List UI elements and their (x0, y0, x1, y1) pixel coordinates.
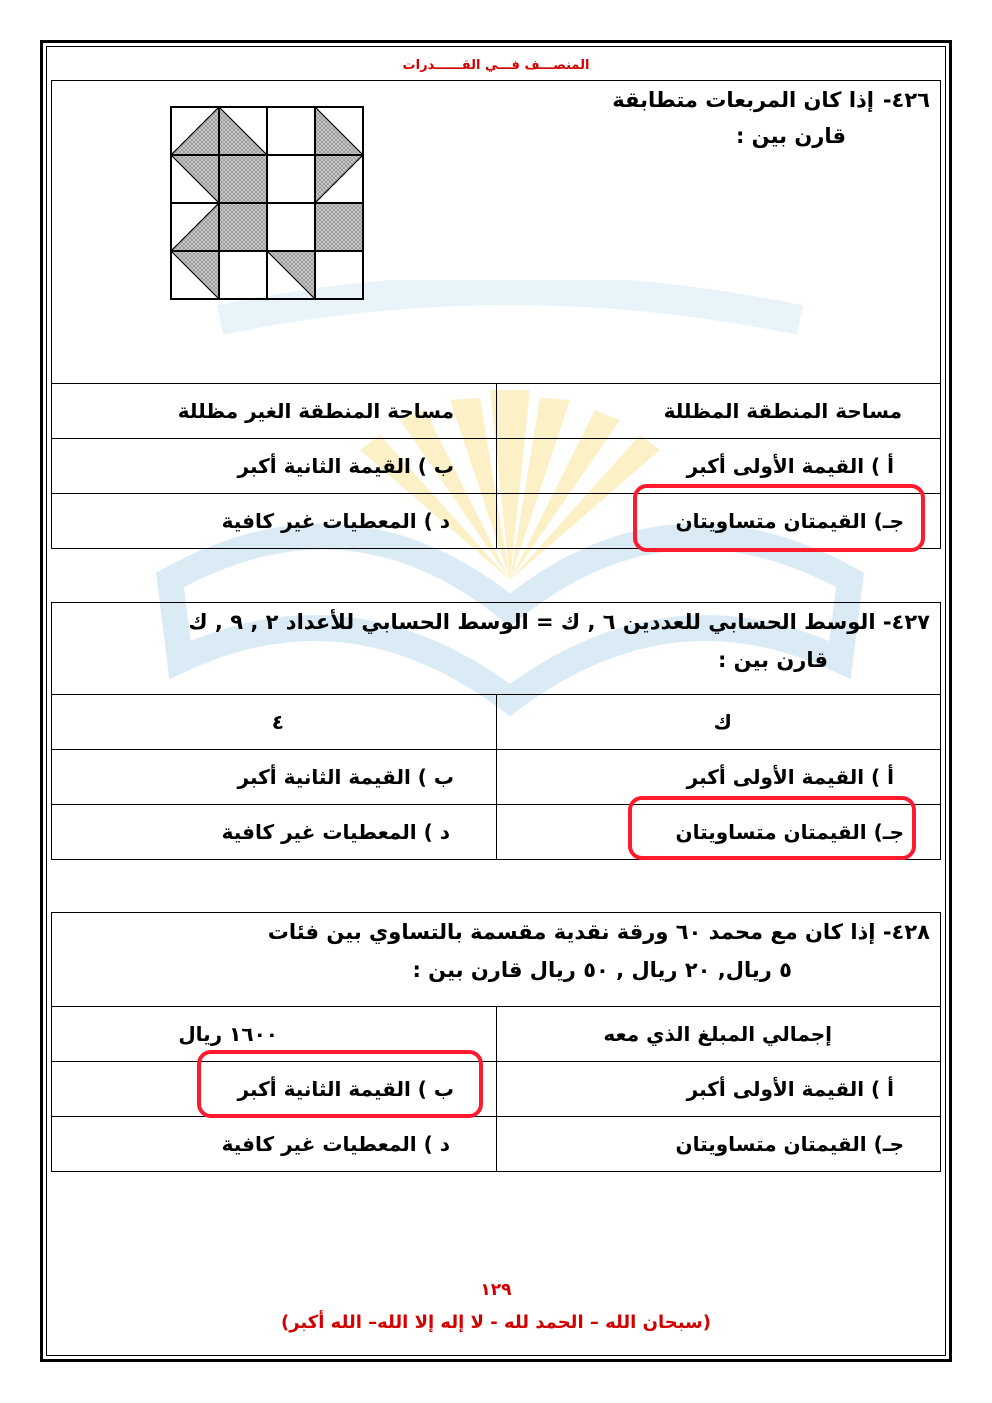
question-428-denominations: ٥ ريال, ٢٠ ريال , ٥٠ ريال قارن بين : (412, 958, 792, 982)
page-number: ١٢٩ (480, 1280, 512, 1300)
q426-header-row (51, 383, 941, 439)
q426-col1: مساحة المنطقة المظللة (663, 399, 902, 423)
squares-grid-figure (170, 106, 364, 300)
answer-circle-428 (197, 1050, 483, 1118)
footer-text: (سبحان الله – الحمد لله - لا إله إلا الله– الله أكبر) (281, 1312, 711, 1333)
q428-header-row (51, 1006, 941, 1062)
q426-col2: مساحة المنطقة الغير مظللة (177, 399, 454, 423)
question-426-text: إذا كان المربعات متطابقة (612, 88, 874, 112)
q428-option-c[interactable]: جـ) القيمتان متساويتان (675, 1132, 904, 1156)
q427-option-b[interactable]: ب ) القيمة الثانية أكبر (237, 765, 454, 789)
q427-col1: ك (713, 710, 732, 734)
question-426-compare: قارن بين : (735, 124, 846, 148)
q428-option-b[interactable]: ب ) القيمة الثانية أكبر (237, 1077, 454, 1101)
question-427-text: ٤٢٧- الوسط الحسابي للعددين ٦ , ك = الوسط الحسابي للأعداد ٢ , ٩ , ك (188, 610, 930, 634)
q428-options-row-2 (51, 1116, 941, 1172)
answer-circle-426 (633, 484, 925, 552)
q427-option-c[interactable]: جـ) القيمتان متساويتان (675, 820, 904, 844)
q427-col2: ٤ (271, 710, 284, 734)
q427-header-row (51, 694, 941, 750)
q428-col2: ١٦٠٠ ريال (178, 1022, 278, 1046)
question-428-text: ٤٢٨- إذا كان مع محمد ٦٠ ورقة نقدية مقسمة بالتساوي بين فئات (267, 920, 930, 944)
q426-option-d[interactable]: د ) المعطيات غير كافية (221, 509, 450, 533)
question-426-number: ٤٢٦- (882, 88, 930, 112)
q428-option-d[interactable]: د ) المعطيات غير كافية (221, 1132, 450, 1156)
q428-options-row-1 (51, 1061, 941, 1117)
q428-col1: إجمالي المبلغ الذي معه (603, 1022, 832, 1046)
q428-option-a[interactable]: أ ) القيمة الأولى أكبر (686, 1077, 894, 1101)
q427-option-a[interactable]: أ ) القيمة الأولى أكبر (686, 765, 894, 789)
q426-option-a[interactable]: أ ) القيمة الأولى أكبر (686, 454, 894, 478)
q426-option-c[interactable]: جـ) القيمتان متساويتان (675, 509, 904, 533)
question-427-compare: قارن بين : (717, 648, 828, 672)
q427-option-d[interactable]: د ) المعطيات غير كافية (221, 820, 450, 844)
header-title: المنصـــف فـــي القــــــدرات (402, 58, 590, 73)
answer-circle-427 (628, 796, 916, 860)
q426-option-b[interactable]: ب ) القيمة الثانية أكبر (237, 454, 454, 478)
